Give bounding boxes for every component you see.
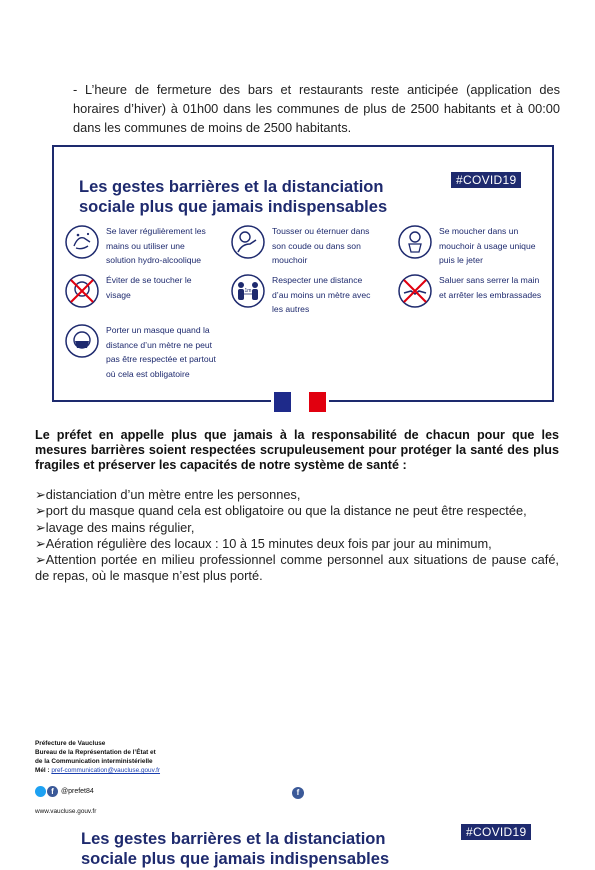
no-handshake-icon: [397, 273, 433, 309]
poster-hashtag: #COVID19: [451, 172, 521, 188]
intro-paragraph: - L’heure de fermeture des bars et restaurants reste anticipée (application des horaires d’hiver) à 01h00 dans les communes de plus de 2500 habitants et à 00:00 dans les communes de moins de 2500 habitants.: [73, 82, 560, 135]
prefecture-name: Préfecture de Vaucluse: [35, 740, 106, 747]
list-item: ➢distanciation d’un mètre entre les personnes,: [35, 487, 301, 502]
email-label: Mél :: [35, 767, 52, 774]
gesture-nose-blowing: [397, 224, 547, 268]
twitter-icon[interactable]: [35, 786, 46, 797]
flag-white-band: [291, 392, 308, 412]
gesture-text: Se laver régulièrement les mains ou utiliser une solution hydro-alcoolique: [106, 226, 206, 265]
gesture-text: Respecter une distance d’au moins un mètre avec les autres: [272, 275, 371, 314]
flag-red-band: [309, 392, 326, 412]
facebook-icon[interactable]: f: [47, 786, 58, 797]
nose-blowing-icon: [397, 224, 433, 260]
list-item: ➢port du masque quand cela est obligatoire ou que la distance ne peut être respectée,: [35, 503, 527, 519]
hand-washing-icon: [64, 224, 100, 260]
distance-label: 1m: [244, 288, 252, 294]
poster-title: Les gestes barrières et la distanciation sociale plus que jamais indispensables: [79, 178, 388, 216]
gesture-text: Tousser ou éternuer dans son coude ou dans son mouchoir: [272, 226, 370, 265]
gesture-text: Porter un masque quand la distance d’un mètre ne peut pas être respectée et partout où cela est obligatoire: [106, 325, 216, 379]
french-republic-flag-logo: [271, 391, 329, 413]
social-links: [35, 786, 94, 797]
gesture-no-handshake: [397, 273, 547, 309]
social-handle[interactable]: @prefet84: [61, 788, 94, 795]
prefect-appeal-paragraph: Le préfet en appelle plus que jamais à la responsabilité de chacun pour que les mesures barrières soient respectées scrupuleusement pour protéger la santé des plus fragiles et préserver les capacités de notre système de santé :: [35, 428, 559, 472]
list-item: ➢lavage des mains régulier,: [35, 519, 195, 535]
prefecture-contact-block: [35, 739, 255, 775]
banner-hashtag: #COVID19: [461, 824, 531, 840]
banner-title: Les gestes barrières et la distanciation sociale plus que jamais indispensables: [81, 830, 390, 868]
website-link[interactable]: www.vaucluse.gouv.fr: [35, 808, 97, 815]
list-item: ➢Attention portée en milieu professionnel comme personnel aux situations de pause café, de repas, où le masque n’est plus porté.: [35, 552, 559, 584]
gesture-text: Se moucher dans un mouchoir à usage unique puis le jeter: [439, 226, 536, 265]
facebook-icon[interactable]: f: [292, 787, 304, 799]
cough-in-elbow-icon: [230, 224, 266, 260]
gesture-no-face-touch: [64, 273, 214, 309]
gesture-distance: [230, 273, 380, 317]
flag-blue-band: [274, 392, 291, 412]
face-mask-icon: [64, 323, 100, 359]
gesture-face-mask: [64, 323, 218, 381]
no-face-touch-icon: [64, 273, 100, 309]
bureau-line-2: de la Communication interministérielle: [35, 758, 153, 765]
barrier-gestures-poster: [52, 145, 554, 402]
gesture-text: Éviter de se toucher le visage: [106, 275, 192, 300]
bureau-line: Bureau de la Représentation de l’État et: [35, 749, 156, 756]
list-item: ➢Aération régulière des locaux : 10 à 15 minutes deux fois par jour au minimum,: [35, 535, 492, 551]
email-link[interactable]: pref-communication@vaucluse.gouv.fr: [51, 767, 161, 774]
measures-list: [35, 487, 559, 585]
gesture-cough-elbow: [230, 224, 380, 268]
distance-icon: [230, 273, 266, 309]
gesture-text: Saluer sans serrer la main et arrêter les embrassades: [439, 275, 542, 300]
gesture-hand-washing: [64, 224, 214, 268]
email-line: [35, 766, 255, 775]
